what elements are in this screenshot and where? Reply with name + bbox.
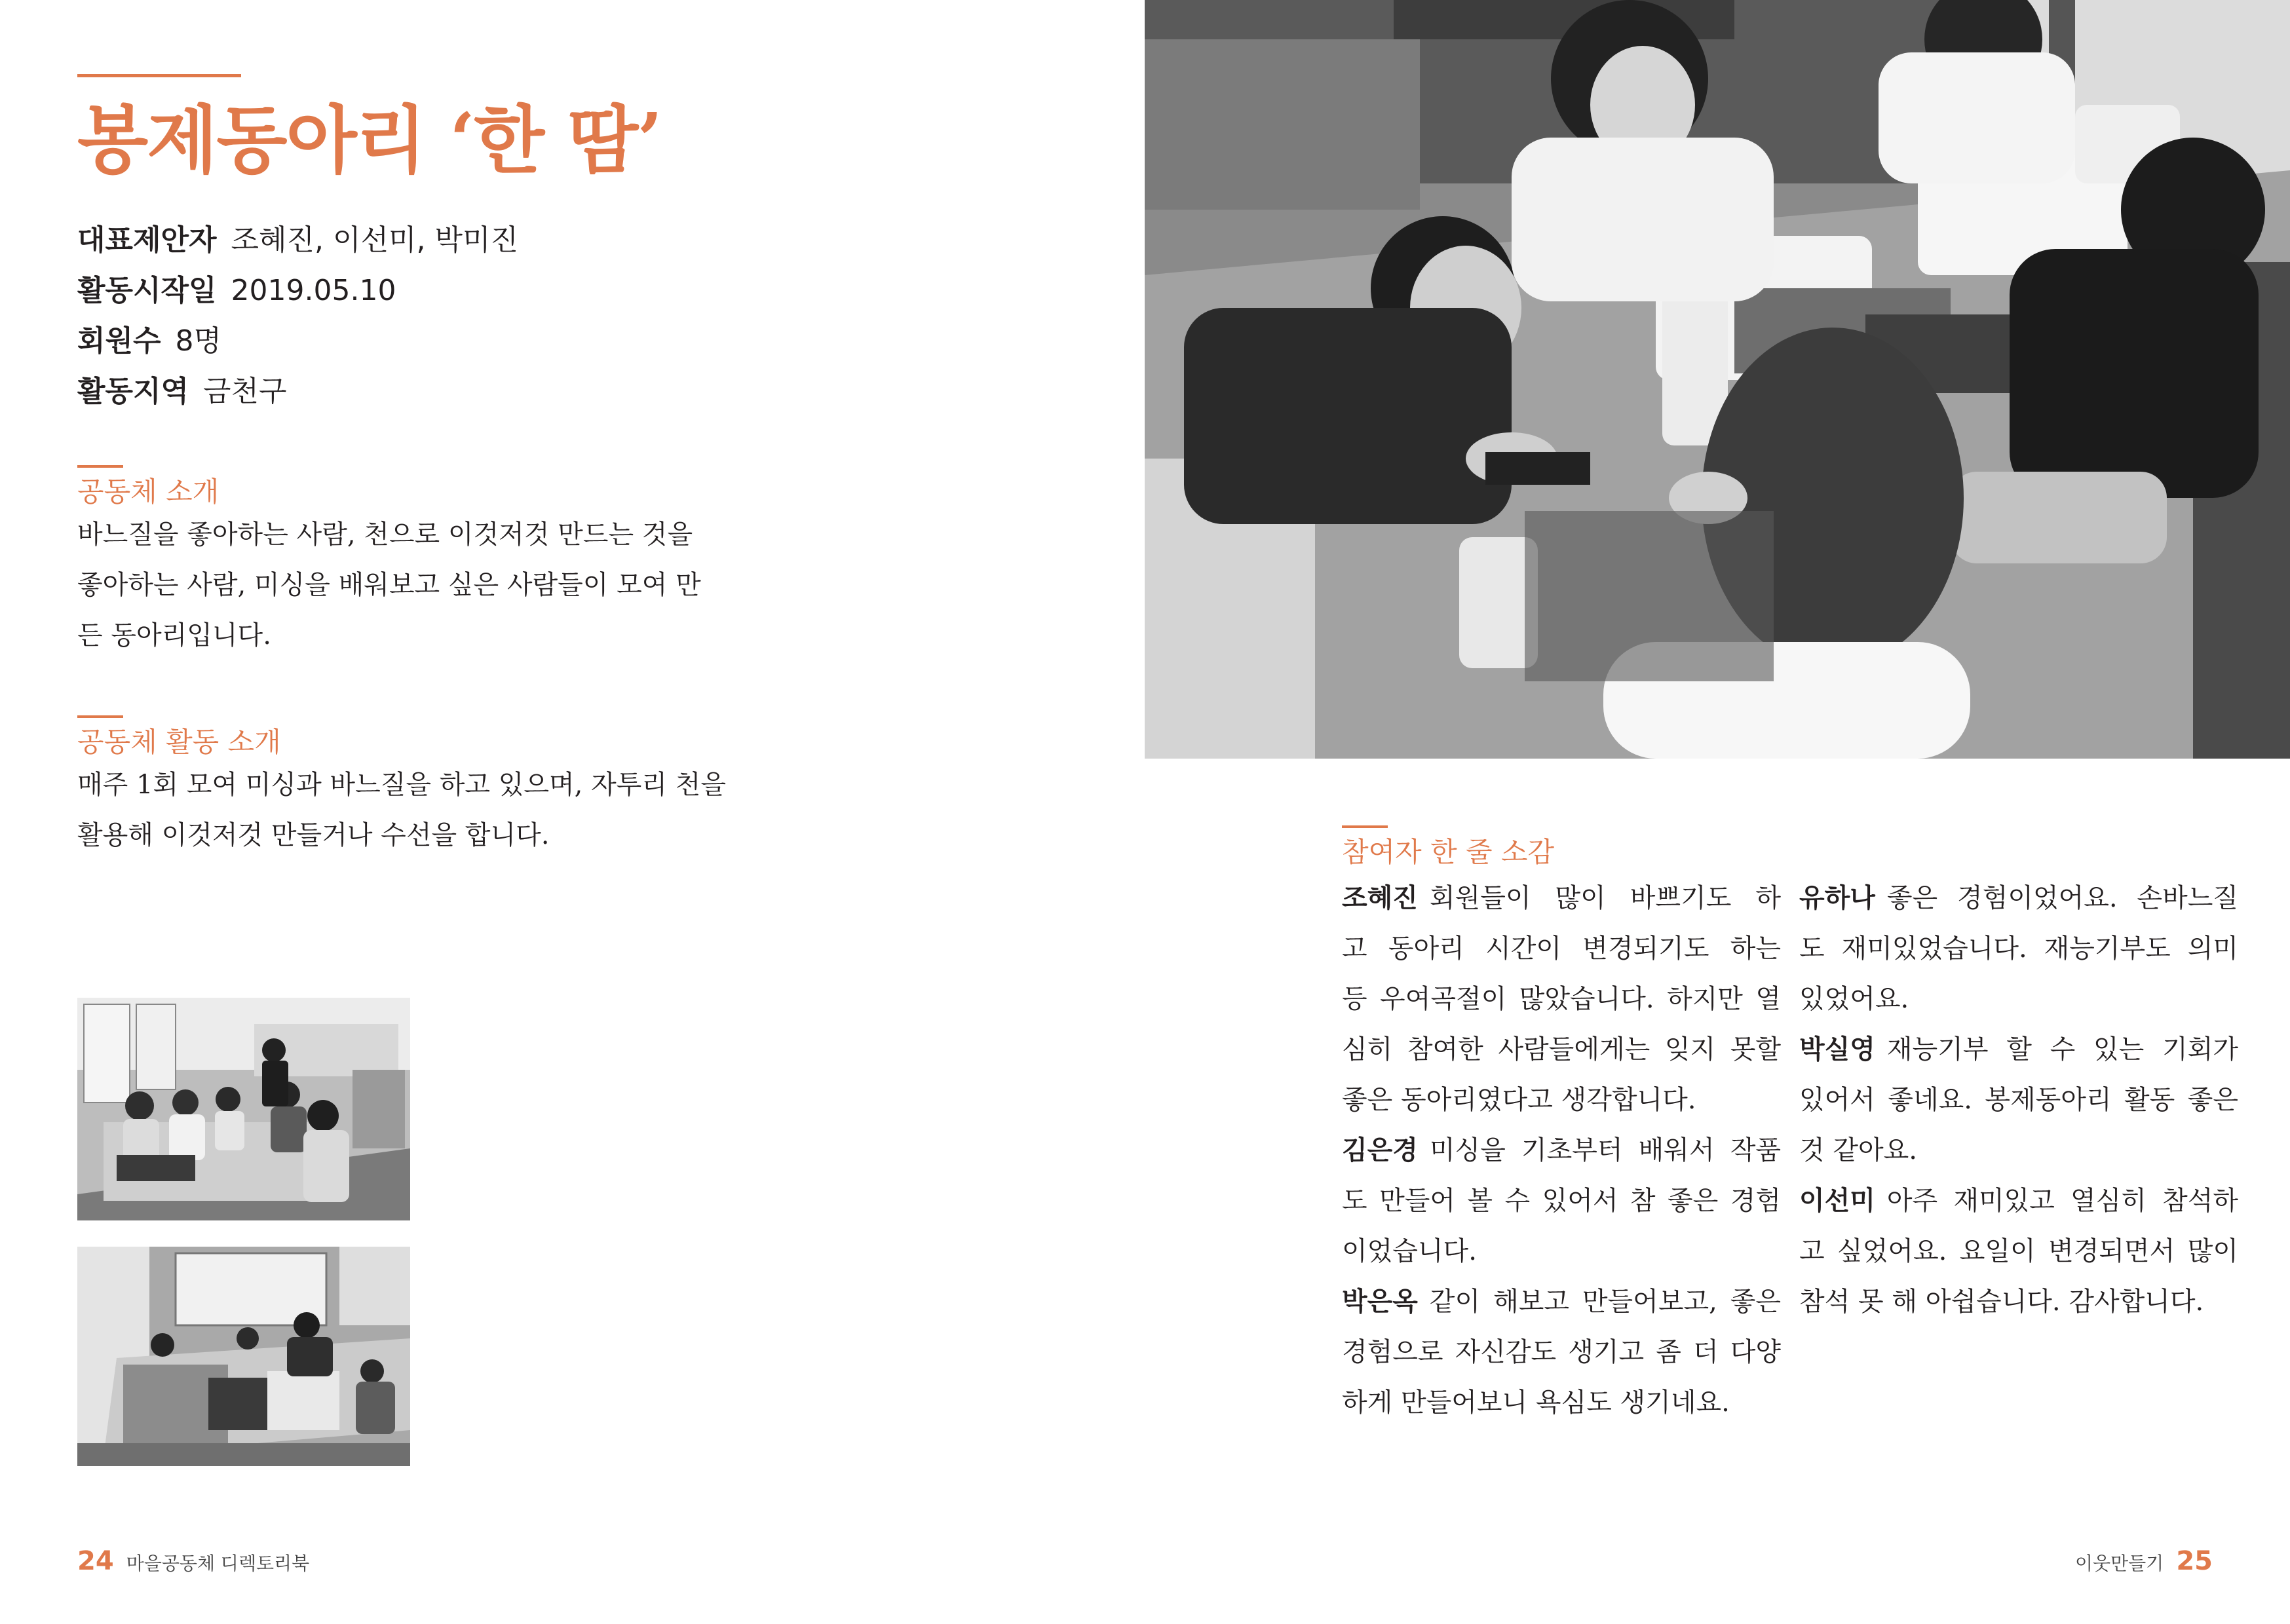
meta-representatives (77, 216, 518, 258)
review-first-line (1342, 1277, 1781, 1327)
reviewer-name: 이선미 (1799, 1186, 1875, 1216)
reviews-left-column (1342, 873, 1781, 1428)
photo-workshop-overview-image (77, 1247, 410, 1466)
activity-line: 매주 1회 모여 미싱과 바느질을 하고 있으며, 자투리 천을 (77, 770, 726, 800)
footer-left (77, 1546, 309, 1576)
reviewer-name: 박실영 (1799, 1034, 1875, 1065)
review-line: 이었습니다. (1342, 1236, 1477, 1266)
meta-value: 2019.05.10 (231, 274, 396, 307)
review-line: 있어서 좋네요. 봉제동아리 활동 좋은 (1799, 1085, 2238, 1115)
meta-label: 활동시작일 (77, 274, 217, 307)
review-first-line (1799, 1025, 2238, 1075)
review-text: 미싱을 기초부터 배워서 작품 (1429, 1135, 1781, 1165)
review-line: 경험으로 자신감도 생기고 좀 더 다양 (1342, 1337, 1781, 1367)
review-line: 것 같아요. (1799, 1135, 1917, 1165)
review-first-line (1799, 1176, 2238, 1226)
photo-workshop-room (77, 998, 410, 1220)
activity-rule (77, 715, 123, 718)
review-line: 등 우여곡절이 많았습니다. 하지만 열 (1342, 984, 1781, 1014)
review-line: 고 동아리 시간이 변경되기도 하는 (1342, 934, 1781, 964)
review-line: 도 재미있었습니다. 재능기부도 의미 (1799, 934, 2238, 964)
page-number-left: 24 (77, 1546, 114, 1576)
intro-line: 든 동아리입니다. (77, 620, 271, 651)
review-text: 재능기부 할 수 있는 기회가 (1886, 1034, 2238, 1065)
page-number-right: 25 (2176, 1546, 2213, 1576)
review-line: 하게 만들어보니 욕심도 생기네요. (1342, 1388, 1730, 1418)
review-text: 회원들이 많이 바쁘기도 하 (1429, 883, 1781, 913)
review-line: 심히 참여한 사람들에게는 잊지 못할 (1342, 1034, 1781, 1065)
review-text: 같이 해보고 만들어보고, 좋은 (1429, 1287, 1781, 1317)
meta-region (77, 368, 287, 409)
meta-label: 대표제안자 (77, 223, 217, 257)
review-line: 도 만들어 볼 수 있어서 참 좋은 경험 (1342, 1186, 1781, 1216)
intro-text (77, 510, 701, 661)
meta-label: 회원수 (77, 324, 161, 358)
activity-heading: 공동체 활동 소개 (77, 726, 281, 758)
activity-line: 활용해 이것저것 만들거나 수선을 합니다. (77, 820, 550, 850)
review-text: 좋은 경험이었어요. 손바느질 (1886, 883, 2238, 913)
review-line: 참석 못 해 아쉽습니다. 감사합니다. (1799, 1287, 2204, 1317)
reviewer-name: 박은옥 (1342, 1287, 1418, 1317)
title-rule (77, 74, 241, 77)
reviewer-name: 유하나 (1799, 883, 1875, 913)
review-first-line (1342, 873, 1781, 924)
intro-line: 바느질을 좋아하는 사람, 천으로 이것저것 만드는 것을 (77, 519, 693, 550)
intro-line: 좋아하는 사람, 미싱을 배워보고 싶은 사람들이 모여 만 (77, 570, 701, 600)
reviews-rule (1342, 825, 1388, 828)
review-first-line (1799, 873, 2238, 924)
reviewer-name: 김은경 (1342, 1135, 1418, 1165)
reviewer-name: 조혜진 (1342, 883, 1418, 913)
photo-sewing-class (1145, 0, 2290, 759)
meta-value: 8명 (175, 324, 222, 358)
review-line: 있었어요. (1799, 984, 1909, 1014)
photo-sewing-class-image (1145, 0, 2290, 759)
footer-book-title: 마을공동체 디렉토리북 (126, 1553, 310, 1574)
reviews-heading: 참여자 한 줄 소감 (1342, 836, 1555, 868)
page-title: 봉제동아리 ‘한 땀’ (77, 98, 662, 183)
review-line: 좋은 동아리였다고 생각합니다. (1342, 1085, 1696, 1115)
meta-label: 활동지역 (77, 375, 189, 408)
photo-workshop-room-image (77, 998, 410, 1220)
footer-right (2075, 1546, 2213, 1576)
review-first-line (1342, 1125, 1781, 1176)
review-text: 아주 재미있고 열심히 참석하 (1886, 1186, 2238, 1216)
reviews-right-column (1799, 873, 2238, 1327)
meta-value: 금천구 (203, 375, 287, 408)
meta-start-date (77, 267, 396, 309)
footer-section-title: 이웃만들기 (2074, 1553, 2164, 1574)
review-line: 고 싶었어요. 요일이 변경되면서 많이 (1799, 1236, 2238, 1266)
intro-rule (77, 465, 123, 468)
meta-members (77, 317, 221, 359)
photo-workshop-overview (77, 1247, 410, 1466)
activity-text (77, 760, 726, 861)
intro-heading: 공동체 소개 (77, 476, 219, 508)
meta-value: 조혜진, 이선미, 박미진 (231, 223, 519, 257)
